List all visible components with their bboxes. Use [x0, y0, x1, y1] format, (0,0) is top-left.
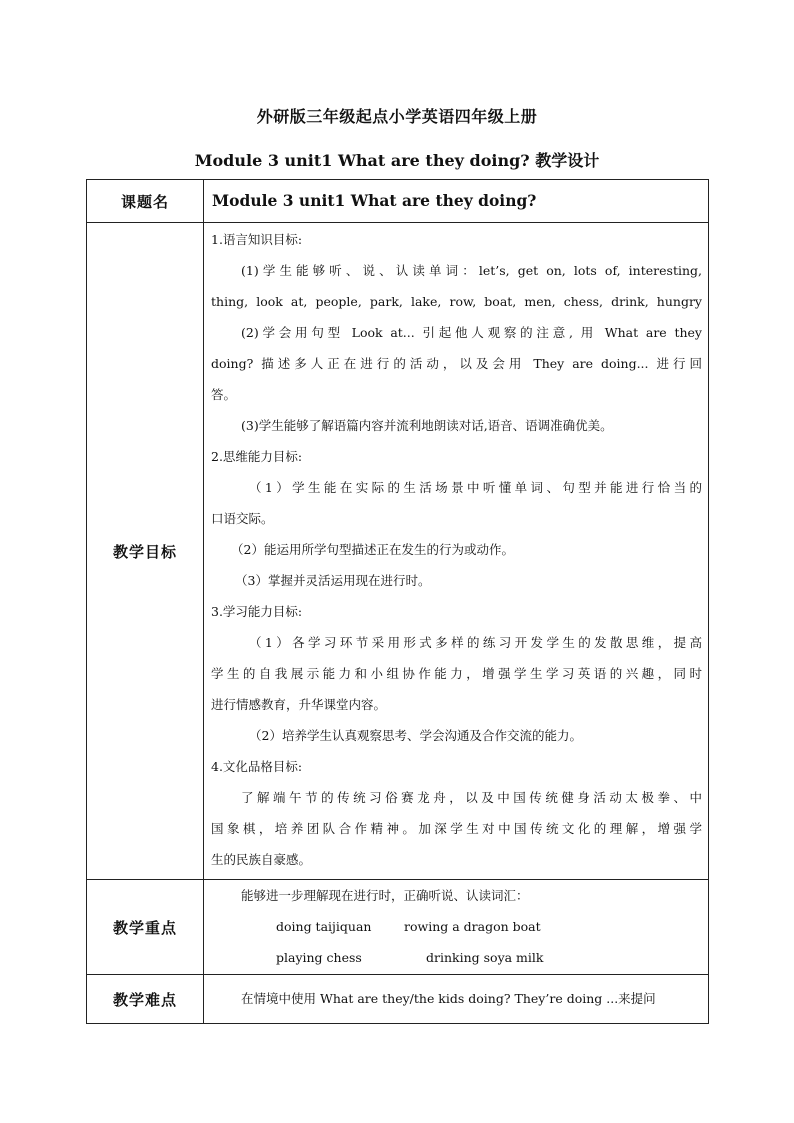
- objective-line: 口语交际。: [211, 511, 274, 526]
- lesson-plan-table: [86, 179, 709, 1024]
- table-row-key-points: [87, 880, 709, 975]
- table-row-difficulties: [87, 975, 709, 1024]
- objective-line: 3.学习能力目标:: [211, 604, 303, 619]
- objective-line: (1)学生能够听、说、认读单词：let’s, get on, lots of, interesting,: [241, 263, 702, 278]
- vocab-item: doing taijiquan: [276, 919, 372, 934]
- objective-line: （2）能运用所学句型描述正在发生的行为或动作。: [231, 542, 514, 557]
- objective-line: (3)学生能够了解语篇内容并流利地朗读对话,语音、语调准确优美。: [241, 418, 613, 433]
- objective-line: 生的民族自豪感。: [211, 852, 312, 867]
- document-subtitle: Module 3 unit1 What are they doing? 教学设计: [194, 151, 600, 170]
- difficulties-label: 教学难点: [87, 975, 204, 1024]
- objective-line: 进行情感教育，升华课堂内容。: [211, 697, 387, 712]
- objectives-label: 教学目标: [87, 223, 204, 880]
- document-title: 外研版三年级起点小学英语四年级上册: [256, 107, 538, 126]
- objective-line: （2）培养学生认真观察思考、学会沟通及合作交流的能力。: [249, 728, 582, 743]
- table-row-topic: [87, 180, 709, 223]
- objective-line: 4.文化品格目标:: [211, 759, 303, 774]
- table-row-objectives: [87, 223, 709, 880]
- difficulties-text: 在情境中使用 What are they/the kids doing? They’re doing ...来提问: [241, 991, 656, 1006]
- objectives-content: [204, 223, 709, 880]
- topic-label: 课题名: [87, 180, 204, 223]
- difficulties-content: [204, 975, 709, 1024]
- objective-line: thing, look at, people, park, lake, row, boat, men, chess, drink, hungry: [211, 294, 702, 309]
- objective-line: doing? 描述多人正在进行的活动，以及会用 They are doing... 进行回: [211, 356, 702, 371]
- vocab-item: rowing a dragon boat: [404, 919, 541, 934]
- vocab-item: drinking soya milk: [426, 950, 544, 965]
- objective-line: 1.语言知识目标:: [211, 232, 303, 247]
- objective-line: （3）掌握并灵活运用现在进行时。: [235, 573, 431, 588]
- objective-line: 答。: [211, 387, 237, 402]
- objective-line: 学生的自我展示能力和小组协作能力，增强学生学习英语的兴趣，同时: [211, 666, 702, 681]
- key-points-content: [204, 880, 709, 975]
- objective-line: 国象棋，培养团队合作精神。加深学生对中国传统文化的理解，增强学: [211, 821, 702, 836]
- key-points-label: 教学重点: [87, 880, 204, 975]
- objective-line: （1）各学习环节采用形式多样的练习开发学生的发散思维，提高: [249, 635, 702, 650]
- objective-line: (2)学会用句型 Look at... 引起他人观察的注意, 用 What are they: [241, 325, 702, 340]
- objective-line: 2.思维能力目标:: [211, 449, 303, 464]
- objective-line: （1）学生能在实际的生活场景中听懂单词、句型并能进行恰当的: [249, 480, 702, 495]
- key-points-intro: 能够进一步理解现在进行时，正确听说、认读词汇：: [241, 888, 529, 903]
- topic-value: Module 3 unit1 What are they doing?: [212, 191, 537, 210]
- vocab-item: playing chess: [276, 950, 362, 965]
- objective-line: 了解端午节的传统习俗赛龙舟，以及中国传统健身活动太极拳、中: [241, 790, 702, 805]
